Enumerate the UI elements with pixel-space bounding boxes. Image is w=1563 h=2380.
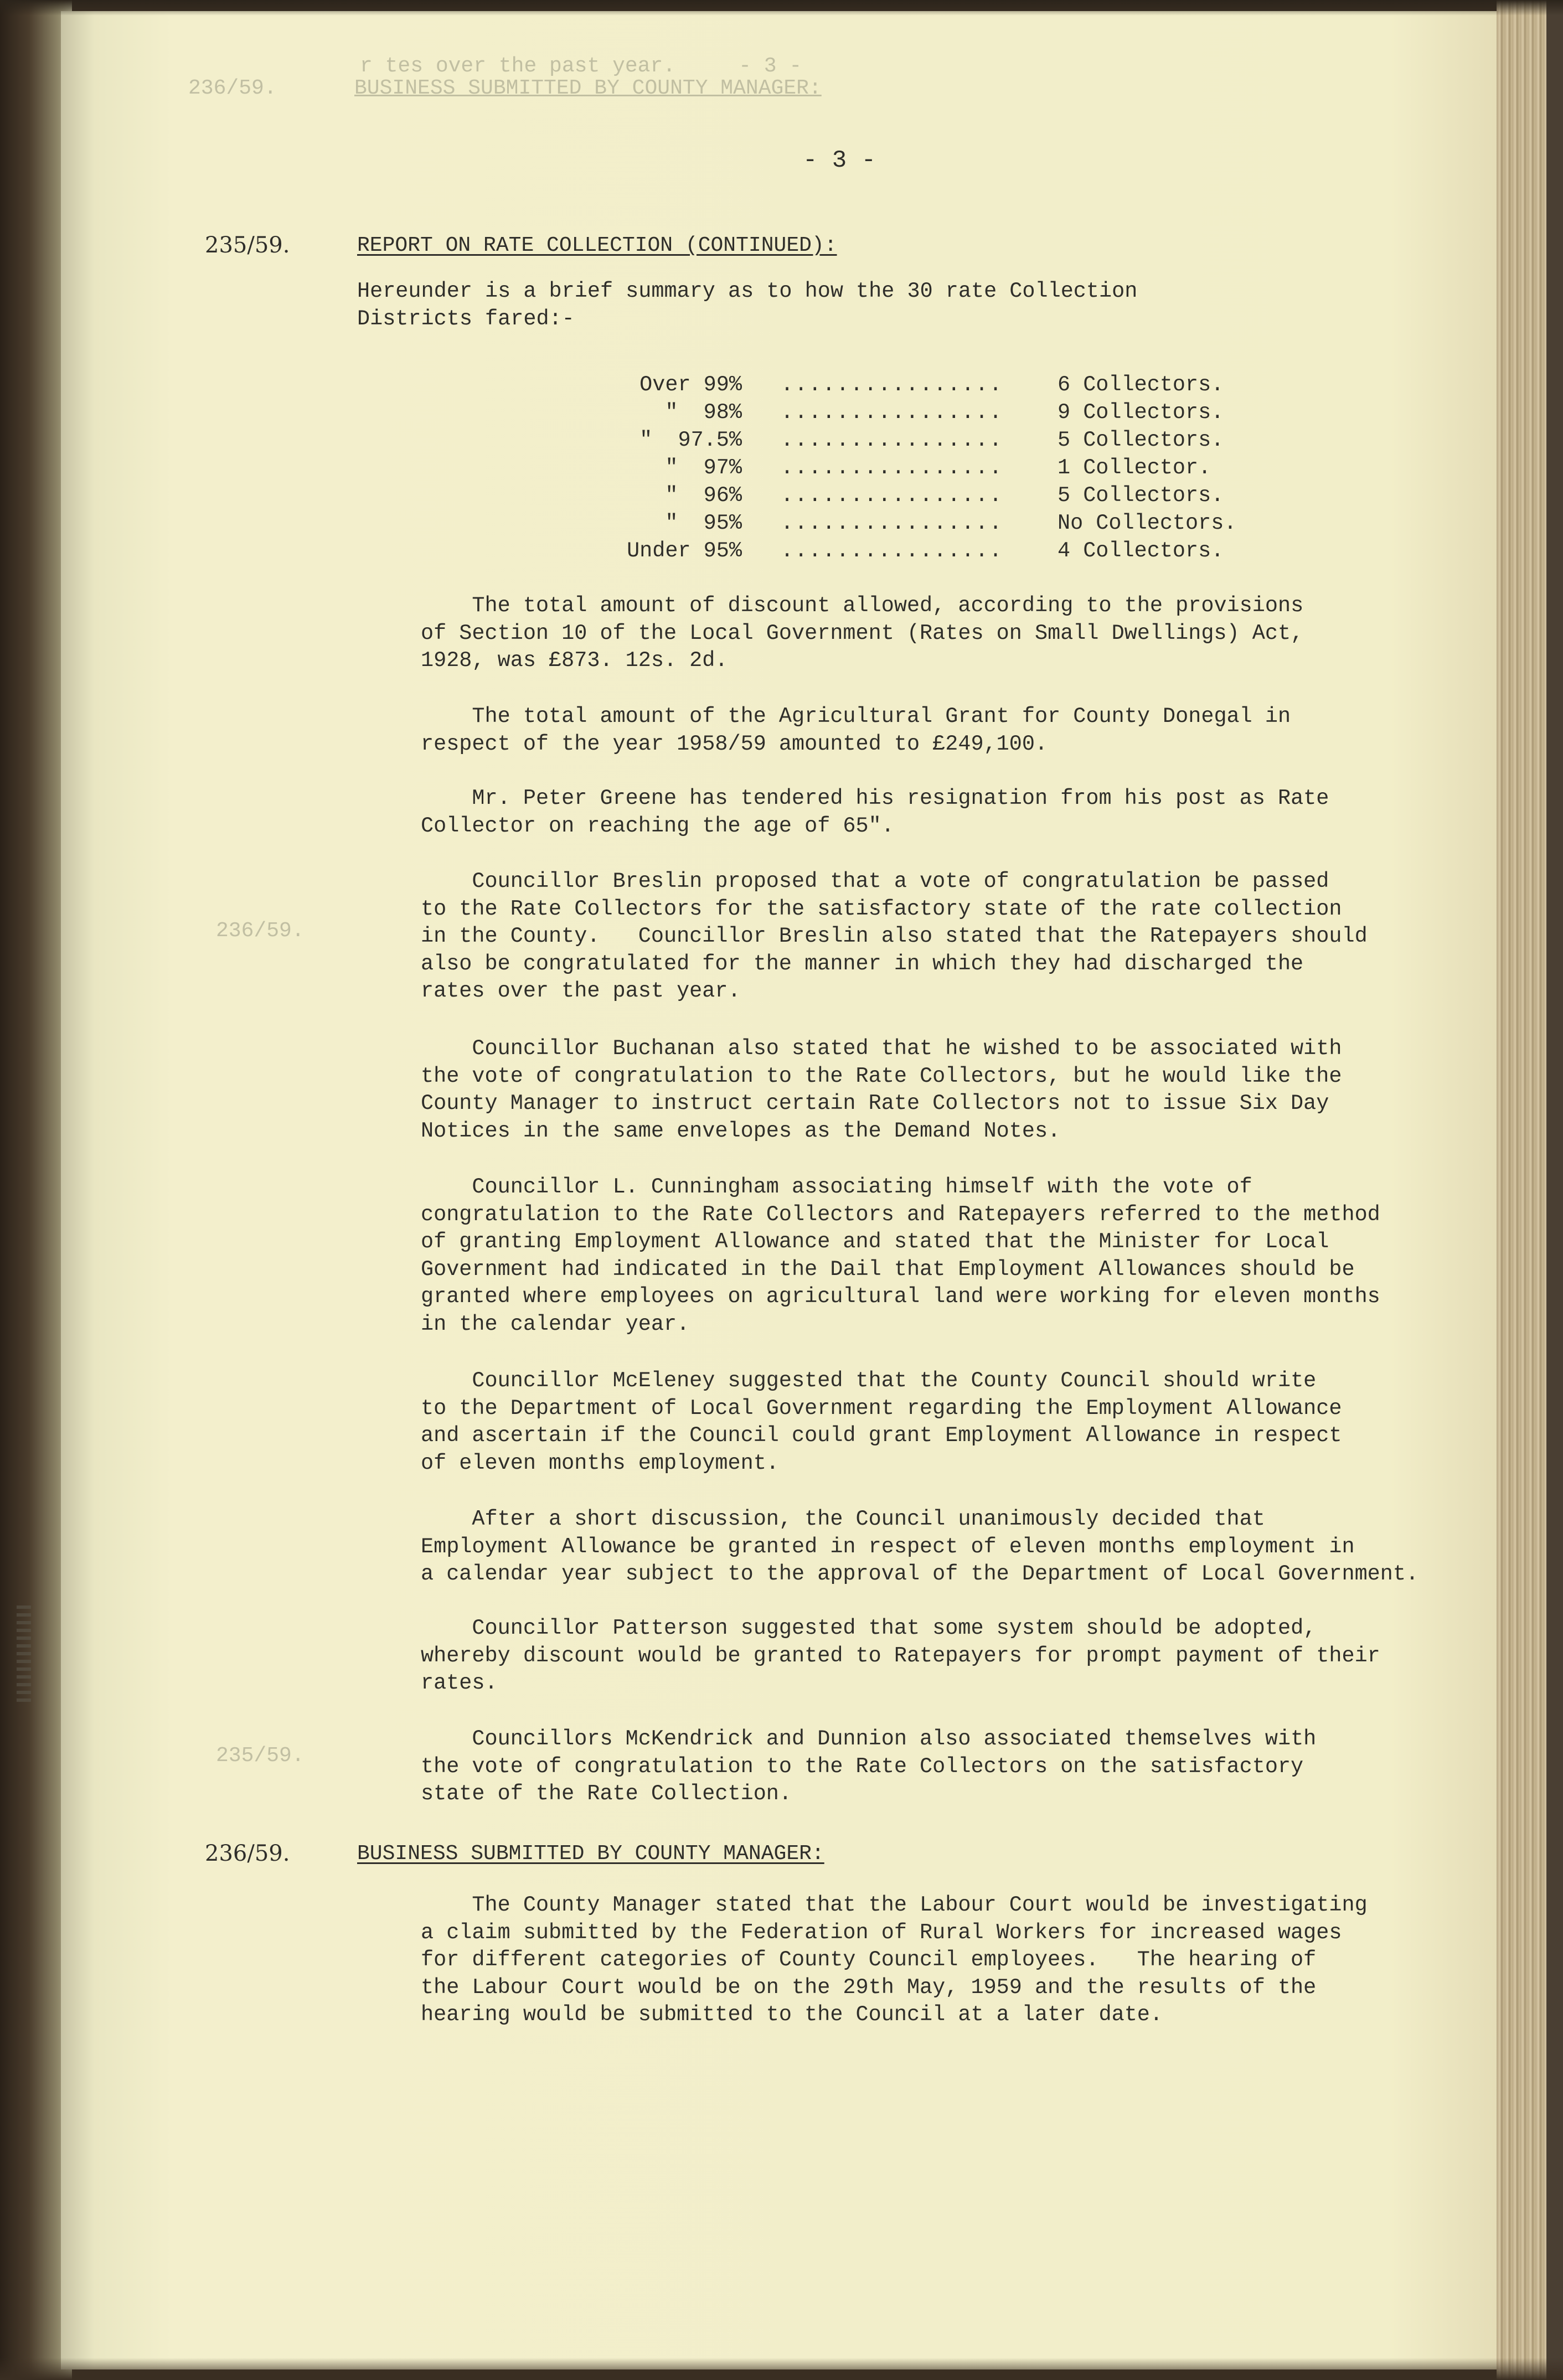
summary-count: 5 Collectors. [1058,483,1224,508]
summary-count: No Collectors. [1058,511,1237,535]
intro-paragraph: Hereunder is a brief summary as to how the 30 rate Collection Districts fared:- [357,279,1138,331]
summary-count: 9 Collectors. [1058,400,1224,425]
summary-leader: ................ [781,373,1003,397]
summary-label: " 95% [665,511,742,535]
ghost-ref-top: 236/59. [188,76,277,100]
paragraph-patterson: Councillor Patterson suggested that some system should be adopted, whereby discount would be granted to Ratepayers for prompt payment of their rates. [421,1616,1380,1695]
summary-label: Under 95% [627,539,742,563]
paragraph-mceleney: Councillor McEleney suggested that the County Council should write to the Department of Local Government regarding the Employment Allowance and ascertain if the Council could grant Employment Allowance in respect of eleven months employment. [421,1369,1342,1475]
summary-label: " 96% [665,483,742,508]
heading-report-rate-collection: REPORT ON RATE COLLECTION (CONTINUED): [357,234,837,257]
paragraph-agricultural-grant: The total amount of the Agricultural Grant for County Donegal in respect of the year 1958/59 amounted to £249,100. [421,704,1291,756]
summary-label: " 98% [665,400,742,425]
paragraph-discount: The total amount of discount allowed, according to the provisions of Section 10 of the Local Government (Rates on Small Dwellings) Act, 1928, was £873. 12s. 2d. [421,593,1304,673]
document-page [61,11,1500,2369]
bottom-shadow [0,2358,1563,2380]
heading-business-county-manager: BUSINESS SUBMITTED BY COUNTY MANAGER: [357,1842,824,1866]
paragraph-labour-court: The County Manager stated that the Labour Court would be investigating a claim submitted by the Federation of Rural Workers for increased wages for different categories of County Council employees. The hearing of the Labour Court would be on the 29th May, 1959 and the results of the hearing would be submitted to the Council at a later date. [421,1893,1368,2027]
summary-leader: ................ [781,483,1003,508]
paragraph-breslin: Councillor Breslin proposed that a vote of congratulation be passed to the Rate Collectors for the satisfactory state of the rate collection in the County. Councillor Breslin also stated that the Ratepayers should also be congratulated for the manner in which they had discharged the rates over the past year. [421,869,1368,1003]
paragraph-decision: After a short discussion, the Council unanimously decided that Employment Allowance be granted in respect of eleven months employment in a calendar year subject to the approval of the Department of Local Government. [421,1507,1419,1586]
ghost-heading-top: BUSINESS SUBMITTED BY COUNTY MANAGER: [354,76,822,100]
paragraph-mckendrick-dunnion: Councillors McKendrick and Dunnion also associated themselves with the vote of congratulation to the Rate Collectors on the satisfactory state of the Rate Collection. [421,1727,1317,1806]
top-shadow [0,0,1563,16]
summary-leader: ................ [781,400,1003,425]
summary-count: 4 Collectors. [1058,539,1224,563]
summary-label: " 97% [665,456,742,480]
page-number: - 3 - [803,147,876,174]
minute-ref-report: 235/59. [205,233,290,258]
margin-handwriting-mark [17,1605,31,1705]
summary-leader: ................ [781,428,1003,452]
summary-leader: ................ [781,511,1003,535]
paragraph-cunningham: Councillor L. Cunningham associating himself with the vote of congratulation to the Rate Collectors and Ratepayers referred to the method of granting Employment Allowance and stated that the Minister for Local Government had indicated in the Dail that Employment Allowances should be granted where employees on agricultural land were working for eleven months in the calendar year. [421,1175,1380,1336]
summary-count: 6 Collectors. [1058,373,1224,397]
minute-ref-business: 236/59. [205,1841,290,1866]
book-right-edge [1546,0,1563,2380]
summary-leader: ................ [781,456,1003,480]
summary-label: Over 99% [639,373,742,397]
ghost-text-top: r tes over the past year. - 3 - [360,54,802,78]
summary-count: 1 Collector. [1058,456,1211,480]
ghost-ref-mid-2: 235/59. [216,1744,305,1768]
paragraph-greene-resignation: Mr. Peter Greene has tendered his resignation from his post as Rate Collector on reaching the age of 65". [421,786,1329,838]
summary-label: " 97.5% [639,428,742,452]
ghost-ref-mid-1: 236/59. [216,919,305,943]
paragraph-buchanan: Councillor Buchanan also stated that he wished to be associated with the vote of congratulation to the Rate Collectors, but he would like the County Manager to instruct certain Rate Collectors not to issue Six Day Notices in the same envelopes as the Demand Notes. [421,1036,1342,1143]
summary-leader: ................ [781,539,1003,563]
summary-count: 5 Collectors. [1058,428,1224,452]
